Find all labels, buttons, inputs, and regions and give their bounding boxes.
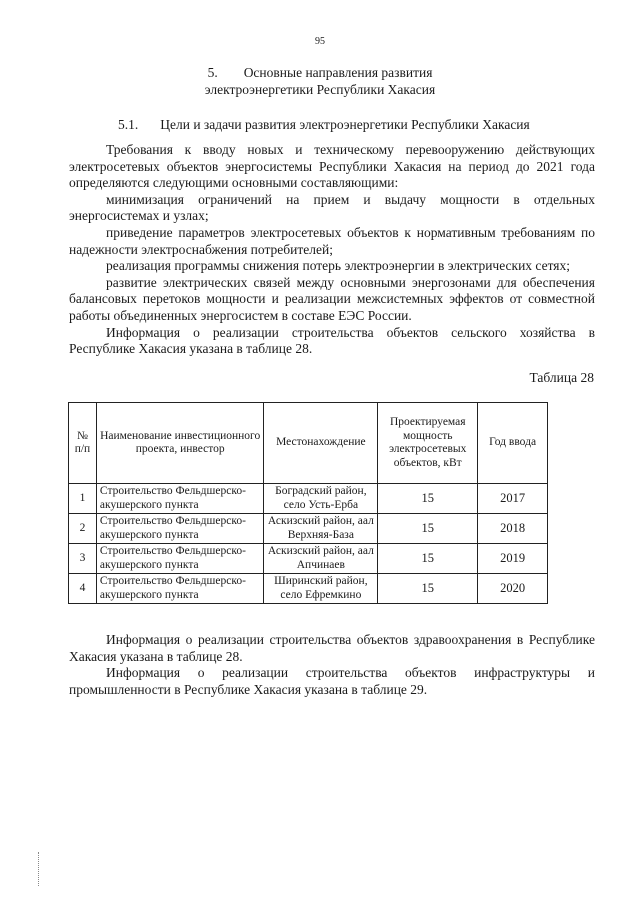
- cell-project: Строительство Фельдшерско-акушерского пункта: [96, 574, 264, 604]
- cell-power: 15: [378, 484, 478, 514]
- header-num: № п/п: [69, 403, 97, 484]
- body-text: [69, 142, 595, 358]
- paragraph: Информация о реализации строительства объектов сельского хозяйства в Республике Хакасия указана в таблице 28.: [69, 324, 595, 357]
- section-title-line1: Основные направления развития: [243, 65, 433, 80]
- projects-table: [68, 402, 548, 604]
- paragraph: развитие электрических связей между основными энергозонами для обеспечения балансовых перетоков мощности и реализации межсистемных эффектов от совместной работы объединенных энергосистем в составе ЕЭС России.: [69, 274, 595, 323]
- section-number: 5.: [207, 65, 218, 80]
- table-row: [69, 484, 548, 514]
- cell-year: 2018: [478, 514, 548, 544]
- cell-num: 2: [69, 514, 97, 544]
- paragraph: Требования к вводу новых и техническому перевооружению действующих электросетевых объектов энергосистемы Республики Хакасия на период до 2021 года определяются следующими основными составляющими:: [69, 142, 595, 191]
- cell-location: Аскизский район, аал Апчинаев: [264, 544, 378, 574]
- scan-margin-mark: [38, 852, 40, 886]
- header-location: Местонахождение: [264, 403, 378, 484]
- cell-power: 15: [378, 544, 478, 574]
- paragraph: Информация о реализации строительства объектов здравоохранения в Республике Хакасия указана в таблице 28.: [69, 632, 595, 664]
- subsection-title: Цели и задачи развития электроэнергетики Республики Хакасия: [160, 117, 530, 132]
- table-row: [69, 574, 548, 604]
- cell-num: 3: [69, 544, 97, 574]
- table-header-row: [69, 403, 548, 484]
- page-number: 95: [315, 36, 325, 47]
- subsection-heading: [118, 116, 530, 133]
- paragraph: реализация программы снижения потерь электроэнергии в электрических сетях;: [106, 258, 571, 274]
- cell-power: 15: [378, 514, 478, 544]
- paragraph: Информация о реализации строительства объектов инфраструктуры и промышленности в Республике Хакасия указана в таблице 29.: [69, 665, 595, 697]
- paragraph: минимизация ограничений на прием и выдачу мощности в отдельных энергосистемах и узлах;: [69, 191, 595, 224]
- cell-year: 2020: [478, 574, 548, 604]
- cell-project: Строительство Фельдшерско-акушерского пункта: [96, 514, 264, 544]
- cell-location: Аскизский район, аал Верхняя-База: [264, 514, 378, 544]
- table-row: [69, 514, 548, 544]
- section-heading: [0, 64, 640, 98]
- cell-num: 1: [69, 484, 97, 514]
- cell-project: Строительство Фельдшерско-акушерского пункта: [96, 484, 264, 514]
- cell-year: 2017: [478, 484, 548, 514]
- cell-location: Боградский район, село Усть-Ерба: [264, 484, 378, 514]
- paragraph: приведение параметров электросетевых объектов к нормативным требованиям по надежности электроснабжения потребителей;: [69, 224, 595, 257]
- cell-project: Строительство Фельдшерско-акушерского пункта: [96, 544, 264, 574]
- table-caption: Таблица 28: [529, 370, 594, 385]
- table-row: [69, 544, 548, 574]
- header-power: Проектируемая мощность электросетевых объектов, кВт: [378, 403, 478, 484]
- header-year: Год ввода: [478, 403, 548, 484]
- body-text-after-table: [69, 632, 595, 698]
- cell-power: 15: [378, 574, 478, 604]
- subsection-number: 5.1.: [118, 117, 139, 132]
- cell-num: 4: [69, 574, 97, 604]
- cell-year: 2019: [478, 544, 548, 574]
- section-title-line2: электроэнергетики Республики Хакасия: [204, 82, 436, 97]
- header-project: Наименование инвестиционного проекта, инвестор: [96, 403, 264, 484]
- cell-location: Ширинский район, село Ефремкино: [264, 574, 378, 604]
